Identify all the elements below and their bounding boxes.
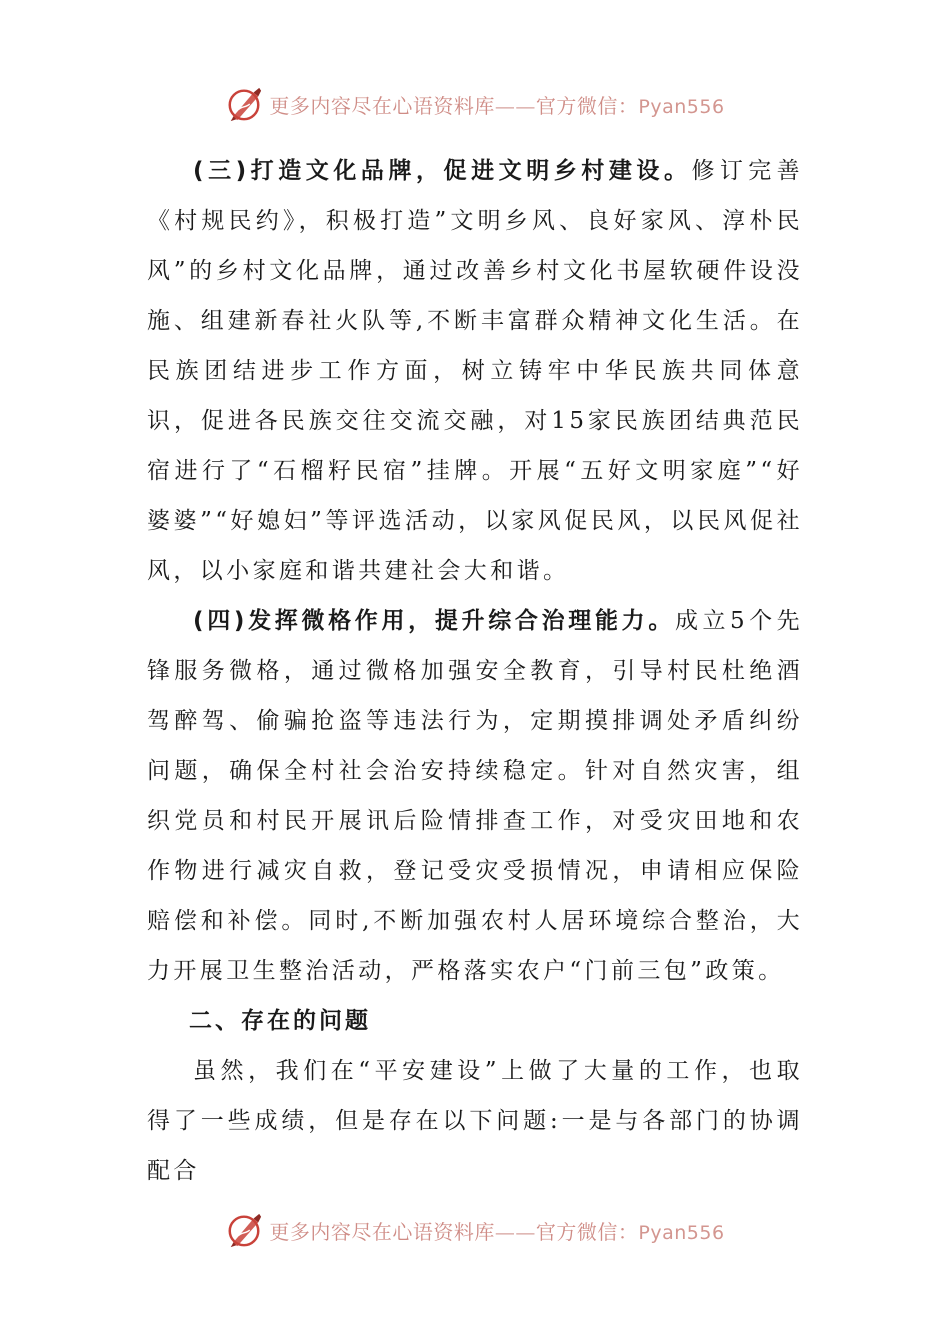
section-heading-problems: 二、存在的问题 (189, 1008, 371, 1034)
paragraph-lead: (三)打造文化品牌，促进文明乡村建设。 (193, 158, 692, 184)
paragraph-text: 虽然，我们在“平安建设”上做了大量的工作，也取得了一些成绩，但是存在以下问题:一是与各部门的协调配合 (147, 1058, 803, 1184)
pen-nib-circle-icon (225, 85, 263, 123)
paragraph-text: 成立5个先锋服务微格，通过微格加强安全教育，引导村民杜绝酒驾醉驾、偷骗抢盗等违法行为，定期摸排调处矛盾纠纷问题，确保全村社会治安持续稳定。针对自然灾害，组织党员和村民开展讯后险情排查工作，对受灾田地和农作物进行减灾自救，登记受灾受损情况，申请相应保险赔偿和补偿。同时,不断加强农村人居环境综合整治，大力开展卫生整治活动，严格落实农户“门前三包”政策。 (147, 608, 803, 984)
paragraph-text: 修订完善《村规民约》，积极打造”文明乡风、良好家风、淳朴民风”的乡村文化品牌，通过改善乡村文化书屋软硬件设没施、组建新春社火队等,不断丰富群众精神文化生活。在民族团结进步工作方面，树立铸牢中华民族共同体意识，促进各民族交往交流交融，对15家民族团结典范民宿进行了“石榴籽民宿”挂牌。开展“五好文明家庭”“好婆婆”“好媳妇”等评选活动，以家风促民风，以民风促社风，以小家庭和谐共建社会大和谐。 (147, 158, 803, 584)
banner-text: 更多内容尽在心语资料库——官方微信：Pyan556 (269, 93, 725, 118)
paragraph-culture-brand (147, 146, 803, 596)
banner-text: 更多内容尽在心语资料库——官方微信：Pyan556 (269, 1219, 725, 1244)
pen-nib-circle-icon (225, 1211, 263, 1249)
footer-banner (0, 1208, 950, 1252)
paragraph-problems (147, 1046, 803, 1196)
paragraph-micro-grid (147, 596, 803, 996)
document-body (147, 146, 803, 1196)
wechat-id: Pyan556 (638, 1221, 725, 1244)
paragraph-lead: (四)发挥微格作用，提升综合治理能力。 (193, 608, 676, 634)
header-banner (0, 82, 950, 126)
wechat-id: Pyan556 (638, 95, 725, 118)
